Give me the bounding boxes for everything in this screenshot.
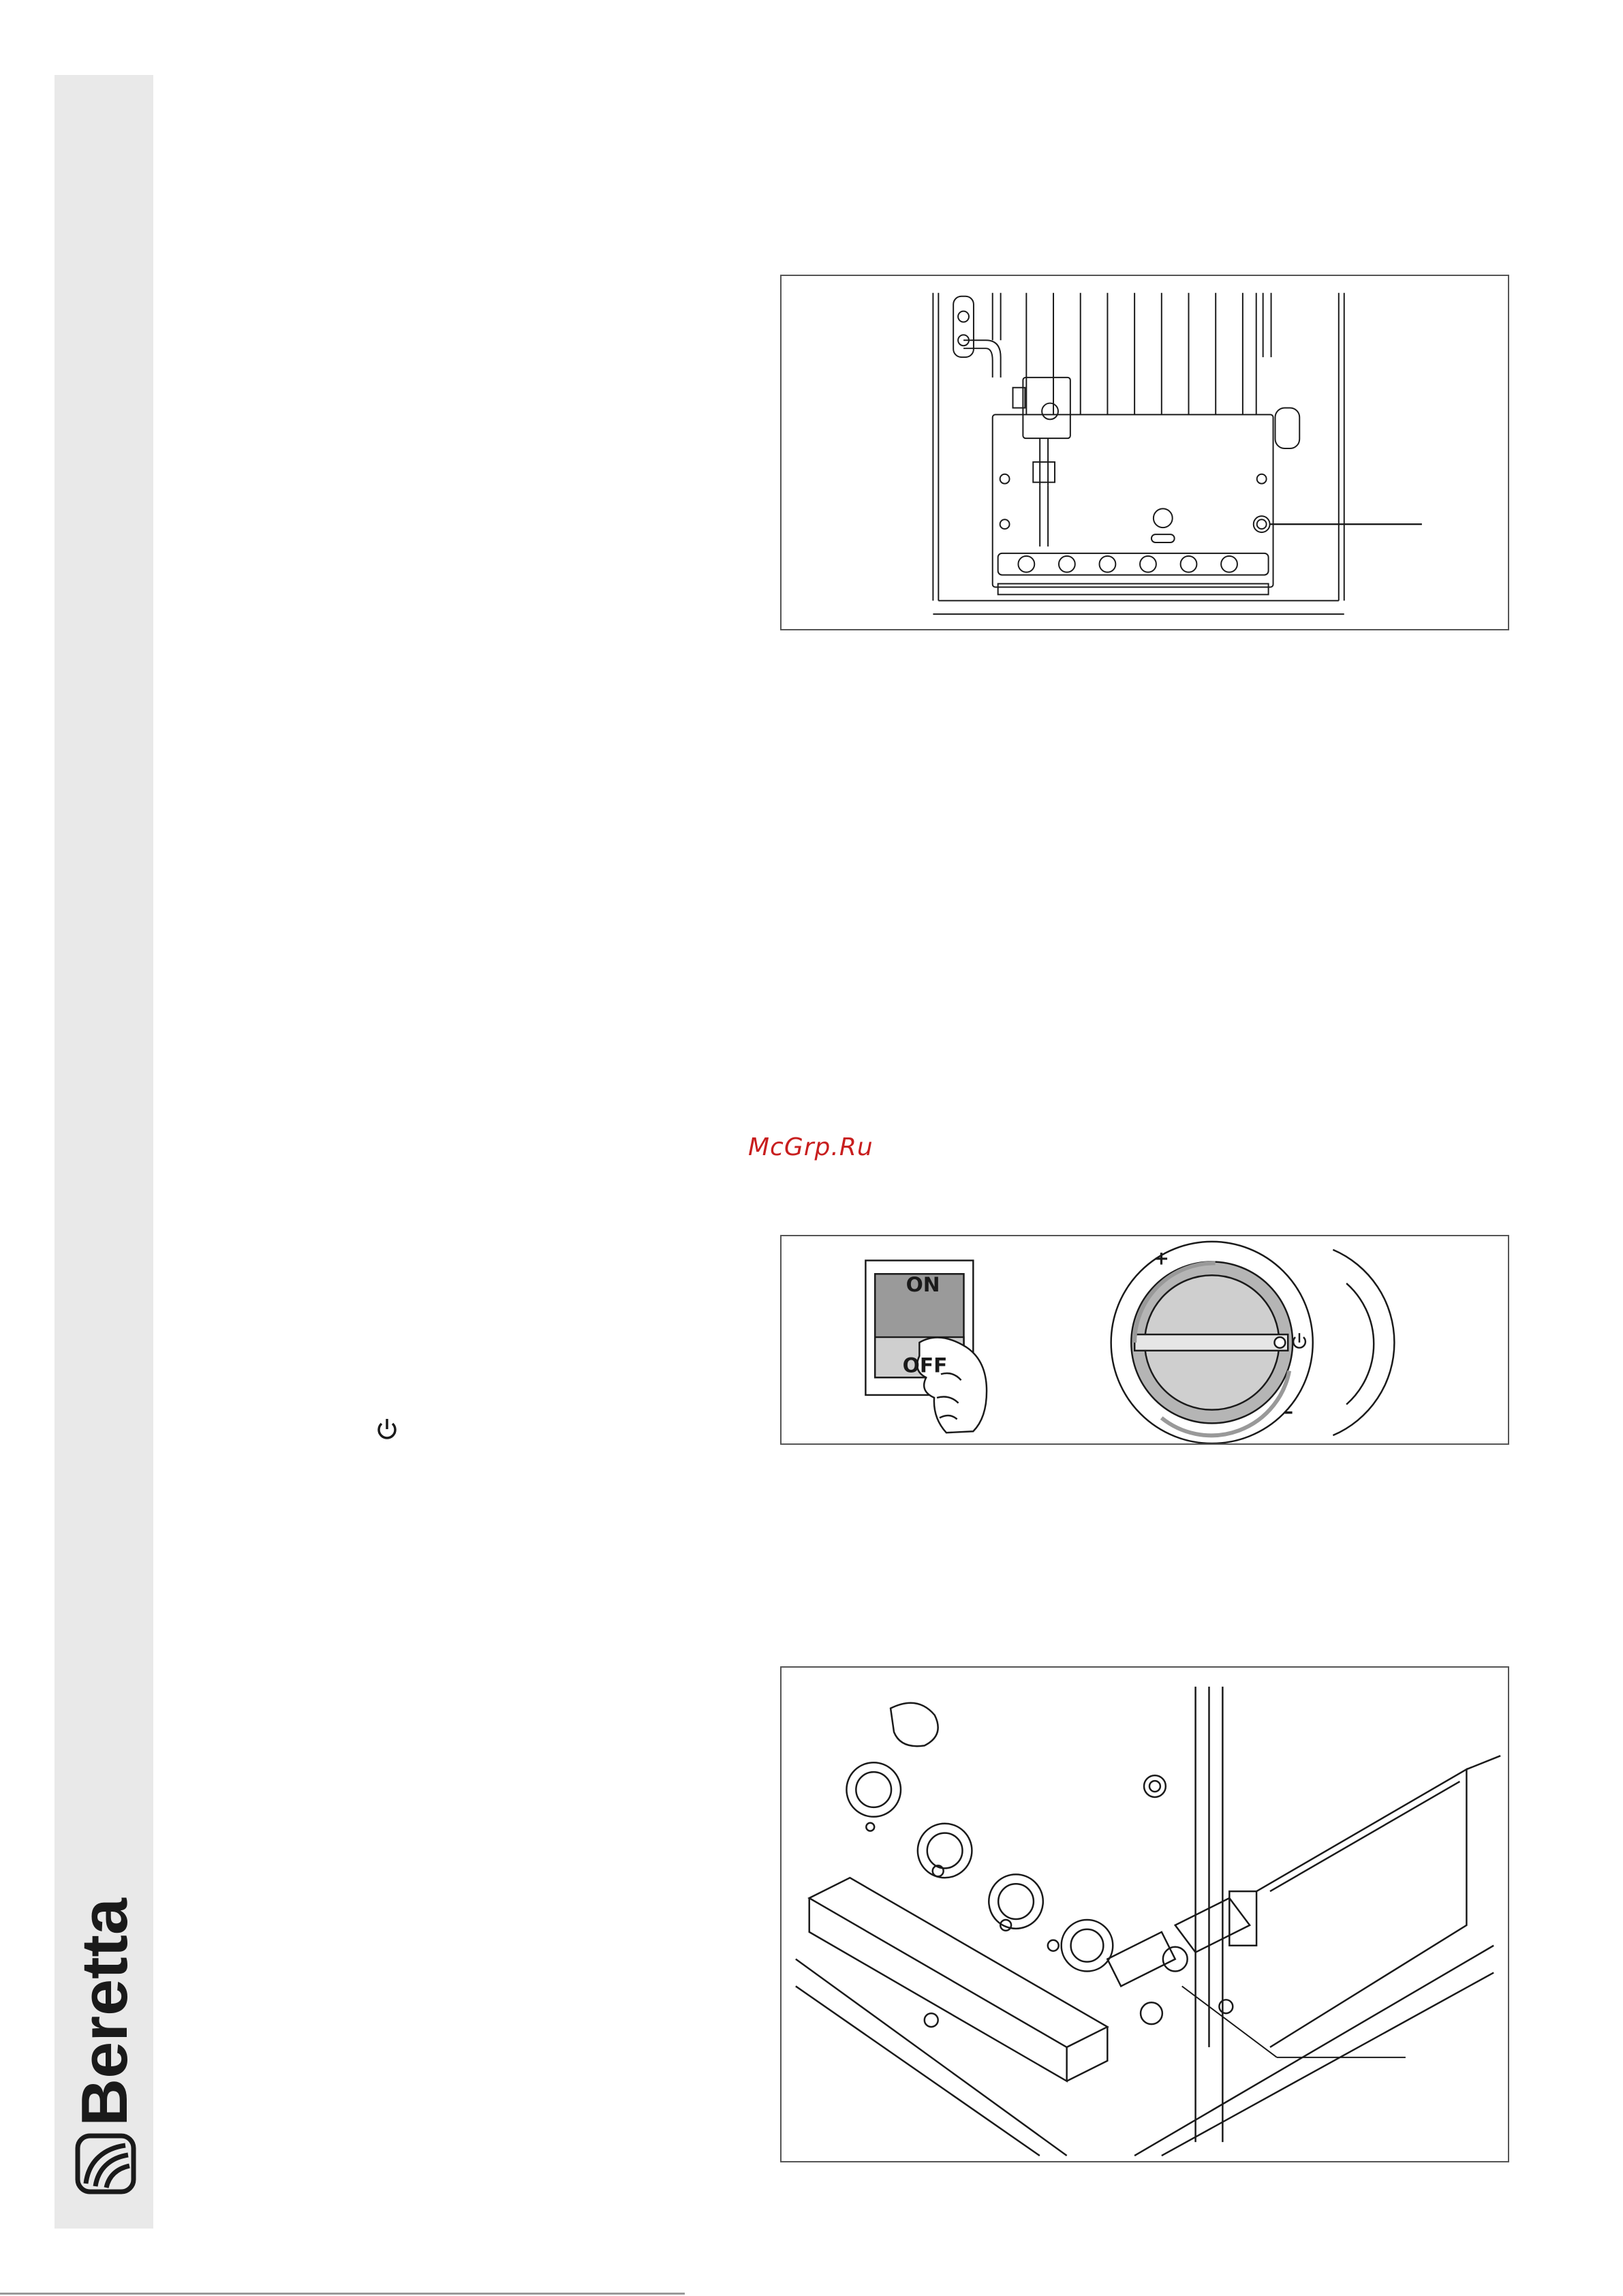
knob-minus-label: – <box>1284 1400 1294 1423</box>
knob-plus-label: + <box>1153 1246 1169 1270</box>
brand-block <box>55 1895 153 2194</box>
burner-assembly-drawing <box>782 276 1508 629</box>
figure-burner-assembly <box>780 275 1509 630</box>
switch-off-label: OFF <box>902 1353 948 1377</box>
brand-name: Beretta <box>68 1901 141 2126</box>
power-icon <box>373 1415 401 1443</box>
beretta-logo-icon <box>75 2133 136 2194</box>
switch-and-knob-drawing <box>782 1236 1508 1443</box>
figure-burner-detail <box>780 1666 1509 2162</box>
footer-rule <box>0 2293 685 2295</box>
burner-detail-drawing <box>782 1668 1508 2161</box>
figure-switch-and-knob <box>780 1235 1509 1445</box>
brand-wordmark <box>67 1895 142 2130</box>
switch-on-label: ON <box>906 1272 940 1296</box>
watermark-text: McGrp.Ru <box>748 1133 874 1161</box>
